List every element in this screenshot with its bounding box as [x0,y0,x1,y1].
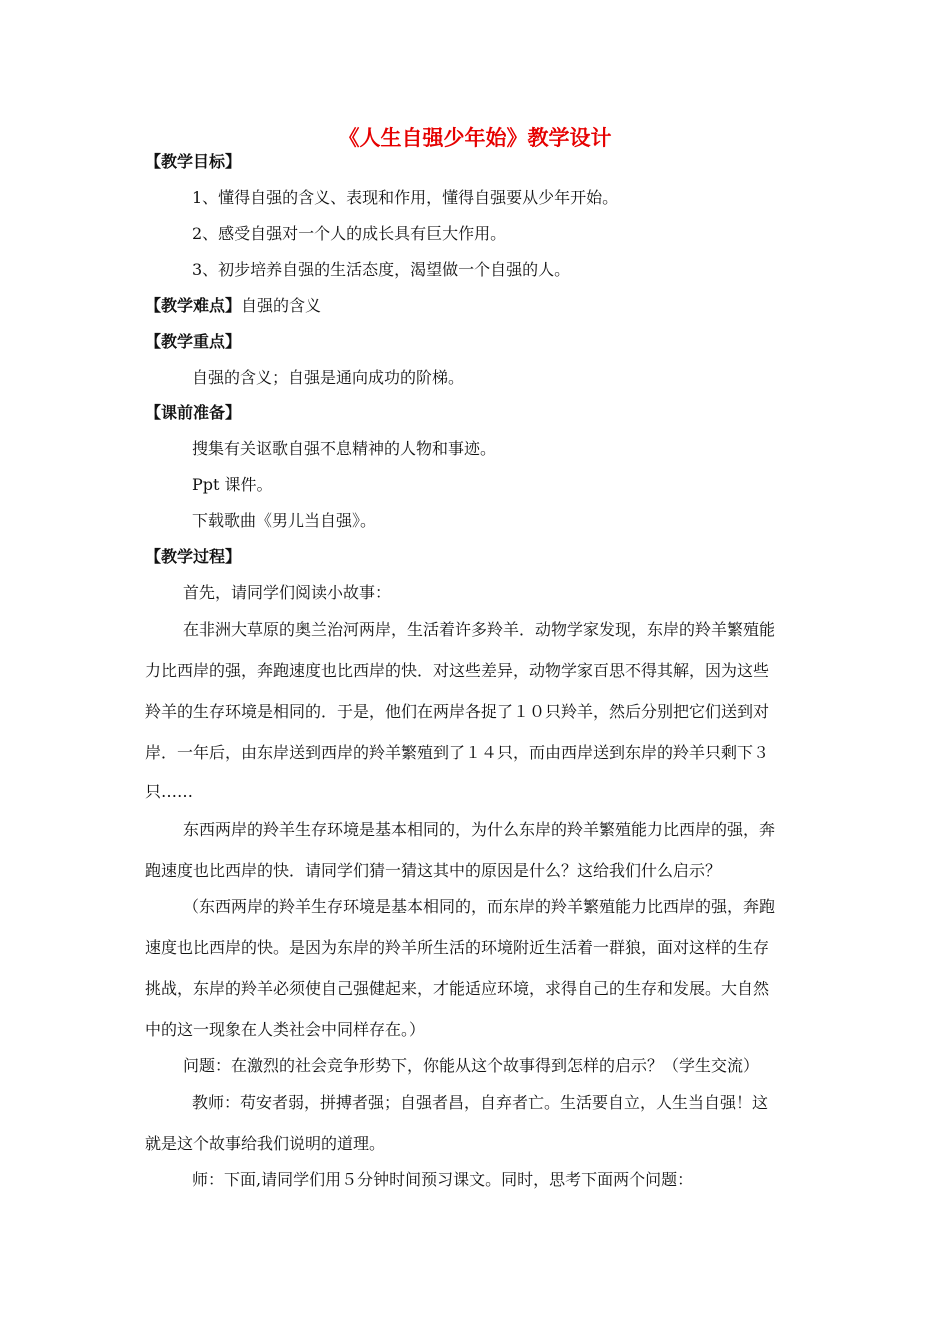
process-line: 力比西岸的强，奔跑速度也比西岸的快．对这些差异，动物学家百思不得其解，因为这些 [145,661,770,680]
process-line: 只…… [145,782,194,801]
process-line: 师：下面,请同学们用５分钟时间预习课文。同时，思考下面两个问题： [192,1170,694,1189]
document-title: 《人生自强少年始》教学设计 [338,126,612,150]
process-line: 教师：苟安者弱，拼搏者强；自强者昌，自弃者亡。生活要自立，人生当自强！这 [192,1093,769,1112]
goal-item-1: 1、懂得自强的含义、表现和作用，懂得自强要从少年开始。 [192,188,619,207]
goals-heading: 【教学目标】 [145,152,242,171]
prep-item-1: 搜集有关讴歌自强不息精神的人物和事迹。 [192,439,497,458]
difficulty-heading: 【教学难点】 [145,296,242,315]
prep-item-3: 下载歌曲《男儿当自强》。 [192,511,377,530]
key-text: 自强的含义；自强是通向成功的阶梯。 [192,368,465,387]
prep-heading: 【课前准备】 [145,403,242,422]
process-line: 羚羊的生存环境是相同的．于是，他们在两岸各捉了１０只羚羊，然后分别把它们送到对 [145,702,770,721]
process-line: 在非洲大草原的奥兰治河两岸，生活着许多羚羊．动物学家发现，东岸的羚羊繁殖能 [183,620,776,639]
process-line: 问题：在激烈的社会竞争形势下，你能从这个故事得到怎样的启示？（学生交流） [183,1056,760,1075]
prep-item-2: Ppt 课件。 [192,475,273,494]
difficulty-line [145,295,321,317]
goal-item-2: 2、感受自强对一个人的成长具有巨大作用。 [192,224,507,243]
goal-item-3: 3、初步培养自强的生活态度，渴望做一个自强的人。 [192,260,571,279]
difficulty-text: 自强的含义 [241,296,322,315]
process-heading: 【教学过程】 [145,547,242,566]
key-heading: 【教学重点】 [145,332,242,351]
process-line: 岸．一年后，由东岸送到西岸的羚羊繁殖到了１４只，而由西岸送到东岸的羚羊只剩下３ [145,743,770,762]
process-line: 东西两岸的羚羊生存环境是基本相同的，为什么东岸的羚羊繁殖能力比西岸的强，奔 [183,820,776,839]
process-line: 跑速度也比西岸的快．请同学们猜一猜这其中的原因是什么？这给我们什么启示？ [145,861,722,880]
process-line: 中的这一现象在人类社会中同样存在。） [145,1020,426,1039]
process-line: 挑战，东岸的羚羊必须使自己强健起来，才能适应环境，求得自己的生存和发展。大自然 [145,979,770,998]
process-line: 速度也比西岸的快。是因为东岸的羚羊所生活的环境附近生活着一群狼，面对这样的生存 [145,938,770,957]
process-line: 首先，请同学们阅读小故事： [183,583,392,602]
process-line: 就是这个故事给我们说明的道理。 [145,1134,386,1153]
process-line: （东西两岸的羚羊生存环境是基本相同的，而东岸的羚羊繁殖能力比西岸的强，奔跑 [183,897,776,916]
